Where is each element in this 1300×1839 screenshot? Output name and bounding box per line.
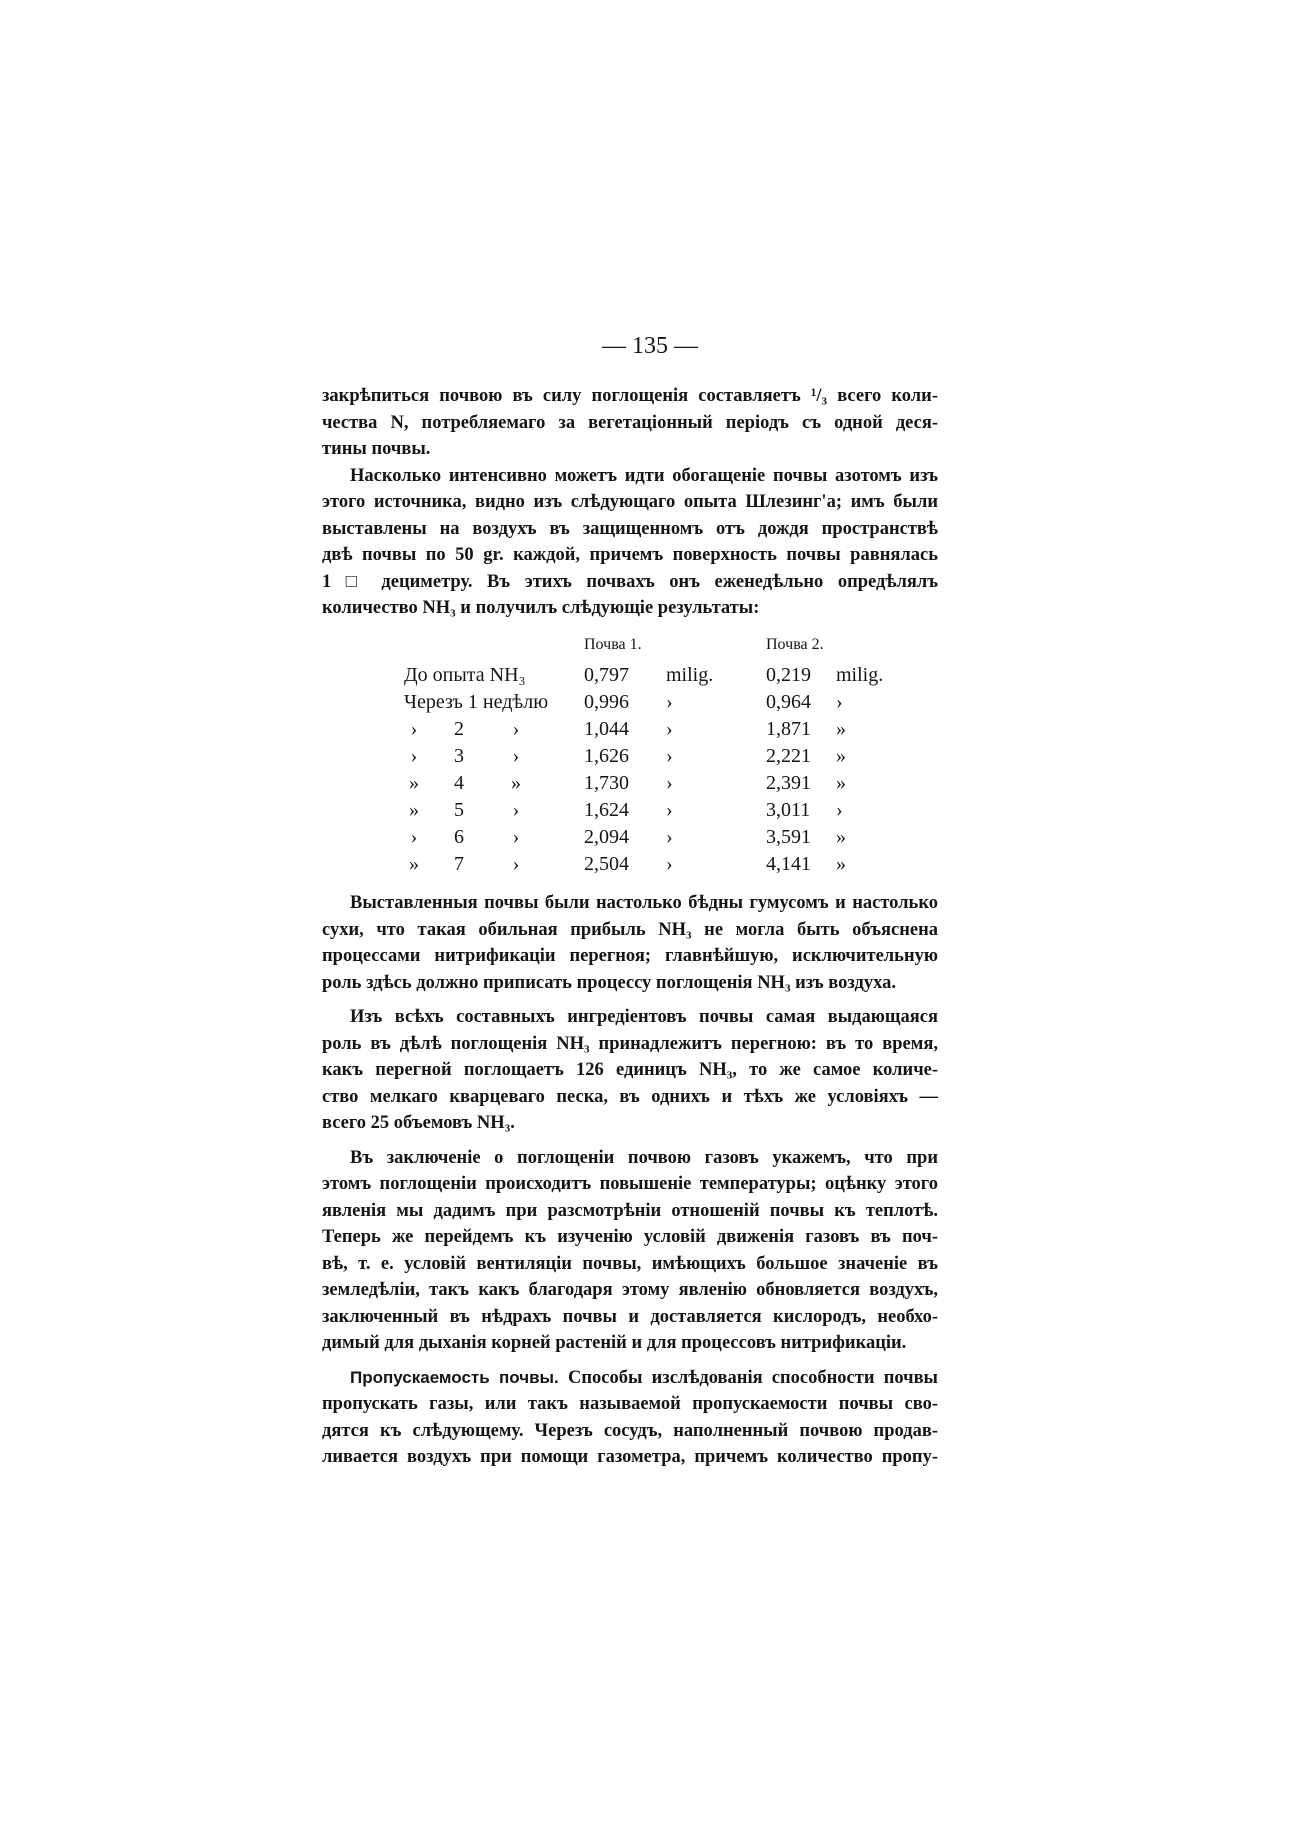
soil-2-unit: milig.	[836, 664, 884, 686]
text-line: Выставленныя почвы были настолько бѣдны гумусомъ и настолько	[350, 893, 938, 913]
text-line: закрѣпиться почвою въ силу поглощенія составляетъ ¹/₃ всего коли-	[322, 386, 938, 406]
soil-2-unit: »	[836, 718, 846, 740]
soil-1-value: 2,094	[584, 826, 629, 848]
soil-1-value: 1,730	[584, 772, 629, 794]
text-line: 1 □ дециметру. Въ этихъ почвахъ онъ еженедѣльно опредѣлялъ	[322, 571, 938, 592]
soil-1-unit: ›	[666, 826, 673, 848]
text-line: количество NH₃ и получилъ слѣдующіе результаты:	[322, 598, 760, 618]
text-line: роль здѣсь должно приписать процессу поглощенія NH₃ изъ воздуха.	[322, 972, 897, 993]
soil-1-unit: ›	[666, 772, 673, 794]
text-line: всего 25 объемовъ NH₃.	[322, 1113, 515, 1133]
text-line: дятся къ слѣдующему. Черезъ сосудъ, наполненный почвою продав-	[322, 1420, 938, 1441]
soil-2-value: 3,591	[766, 826, 811, 848]
text-line: этомъ поглощеніи происходитъ повышеніе температуры; оцѣнку этого	[322, 1174, 938, 1194]
soil-1-value: 0,797	[584, 664, 629, 686]
ditto-mark: »	[409, 799, 419, 821]
ditto-mark: ›	[512, 745, 520, 767]
soil-1-value: 1,044	[584, 718, 629, 740]
table-row	[404, 745, 924, 772]
soil-1-value: 1,624	[584, 799, 629, 821]
text-line: димый для дыханія корней растеній и для процессовъ нитрификаціи.	[322, 1333, 907, 1353]
row-label: До опыта NH₃	[404, 664, 526, 686]
soil-2-value: 0,219	[766, 664, 811, 686]
soil-2-unit: »	[836, 853, 846, 875]
soil-1-unit: ›	[666, 718, 673, 740]
text-line: роль въ дѣлѣ поглощенія NH₃ принадлежитъ перегною: въ то время,	[322, 1033, 938, 1054]
paragraph-5	[322, 1145, 938, 1357]
soil-2-value: 2,391	[766, 772, 811, 794]
text-bottom	[322, 890, 938, 1471]
table-row	[404, 772, 924, 799]
text-line: Въ заключеніе о поглощеніи почвою газовъ укажемъ, что при	[350, 1147, 938, 1168]
text-line: явленія мы дадимъ при разсмотрѣніи отношеній почвы къ теплотѣ.	[322, 1200, 938, 1221]
text-line: пропускать газы, или такъ называемой пропускаемости почвы сво-	[322, 1394, 938, 1414]
soil-2-unit: »	[836, 745, 846, 767]
ditto-mark: ›	[512, 826, 520, 848]
ditto-mark: ›	[410, 718, 418, 740]
soil-2-value: 1,871	[766, 718, 811, 740]
soil-2-value: 4,141	[766, 853, 811, 875]
soil-2-unit: »	[836, 826, 846, 848]
text-line: процессами нитрификаціи перегноя; главнѣйшую, исключительную	[322, 946, 938, 966]
ditto-mark: ›	[512, 853, 520, 875]
text-line: вѣ, т. е. условій вентиляціи почвы, имѣющихъ большое значеніе въ	[322, 1253, 938, 1274]
soil-1-unit: ›	[666, 799, 673, 821]
soil-2-value: 2,221	[766, 745, 811, 767]
text-line: ливается воздухъ при помощи газометра, причемъ количество пропу-	[322, 1447, 938, 1467]
ditto-mark: ›	[512, 799, 520, 821]
soil-1-unit: ›	[666, 853, 673, 875]
ditto-mark: ›	[410, 745, 418, 767]
soil-1-value: 1,626	[584, 745, 629, 767]
text-line: заключенный въ нѣдрахъ почвы и доставляется кислородъ, необхо-	[322, 1306, 938, 1327]
column-header-soil-2: Почва 2.	[766, 636, 824, 653]
paragraph-3	[322, 890, 938, 996]
text-line: чества N, потребляемаго за вегетаціонный періодъ съ одной деся-	[322, 412, 938, 433]
soil-1-unit: ›	[666, 691, 673, 713]
text-line: Изъ всѣхъ составныхъ ингредіентовъ почвы самая выдающаяся	[350, 1007, 938, 1027]
text-line: выставлены на воздухъ въ защищенномъ отъ дождя пространствѣ	[322, 518, 938, 539]
text-line: земледѣліи, такъ какъ благодаря этому явленію обновляется воздухъ,	[322, 1280, 938, 1300]
text-line	[322, 1365, 938, 1392]
section-term: Пропускаемость почвы.	[350, 1367, 559, 1387]
paragraph-1	[322, 383, 938, 463]
table-row	[404, 718, 924, 745]
week-number: 6	[454, 826, 464, 848]
ditto-mark: »	[409, 772, 419, 794]
text-top	[322, 383, 938, 622]
table-header	[404, 636, 924, 664]
text-line: Теперь же перейдемъ къ изученію условій движенія газовъ въ поч-	[322, 1227, 938, 1247]
week-number: 7	[454, 853, 464, 875]
week-number: 2	[454, 718, 464, 740]
row-label: Черезъ 1 недѣлю	[404, 691, 549, 713]
table-row	[404, 799, 924, 826]
paragraph-2	[322, 463, 938, 622]
ditto-mark: »	[511, 772, 521, 794]
soil-2-value: 3,011	[766, 799, 811, 821]
page-number: — 135 —	[602, 333, 698, 359]
table-row	[404, 826, 924, 853]
table-row	[404, 664, 924, 691]
ditto-mark: »	[409, 853, 419, 875]
paragraph-6	[322, 1365, 938, 1471]
text-line: какъ перегной поглощаетъ 126 единицъ NH₃, то же самое количе-	[322, 1060, 938, 1080]
text-line: двѣ почвы по 50 gr. каждой, причемъ поверхность почвы равнялась	[322, 545, 938, 565]
week-number: 5	[454, 799, 464, 821]
soil-1-unit: milig.	[666, 664, 714, 686]
ditto-mark: ›	[512, 718, 520, 740]
soil-2-unit: »	[836, 772, 846, 794]
text-line: тины почвы.	[322, 439, 431, 459]
paragraph-4	[322, 1004, 938, 1137]
text-fragment: Способы изслѣдованія способности почвы	[567, 1367, 938, 1388]
column-header-soil-1: Почва 1.	[584, 636, 642, 653]
ditto-mark: ›	[410, 826, 418, 848]
results-table	[404, 636, 924, 880]
soil-1-unit: ›	[666, 745, 673, 767]
text-line: Насколько интенсивно можетъ идти обогащеніе почвы азотомъ изъ	[350, 465, 938, 486]
soil-2-unit: ›	[836, 691, 843, 713]
soil-2-unit: ›	[836, 799, 843, 821]
soil-1-value: 0,996	[584, 691, 629, 713]
soil-2-value: 0,964	[766, 691, 811, 713]
table-row	[404, 853, 924, 880]
table-row	[404, 691, 924, 718]
soil-1-value: 2,504	[584, 853, 629, 875]
text-line: этого источника, видно изъ слѣдующаго опыта Шлезинг'а; имъ были	[322, 492, 938, 512]
text-line: ство мелкаго кварцеваго песка, въ однихъ и тѣхъ же условіяхъ —	[322, 1086, 938, 1107]
text-line: сухи, что такая обильная прибыль NH₃ не могла быть объяснена	[322, 919, 938, 940]
week-number: 3	[454, 745, 464, 767]
week-number: 4	[454, 772, 464, 794]
